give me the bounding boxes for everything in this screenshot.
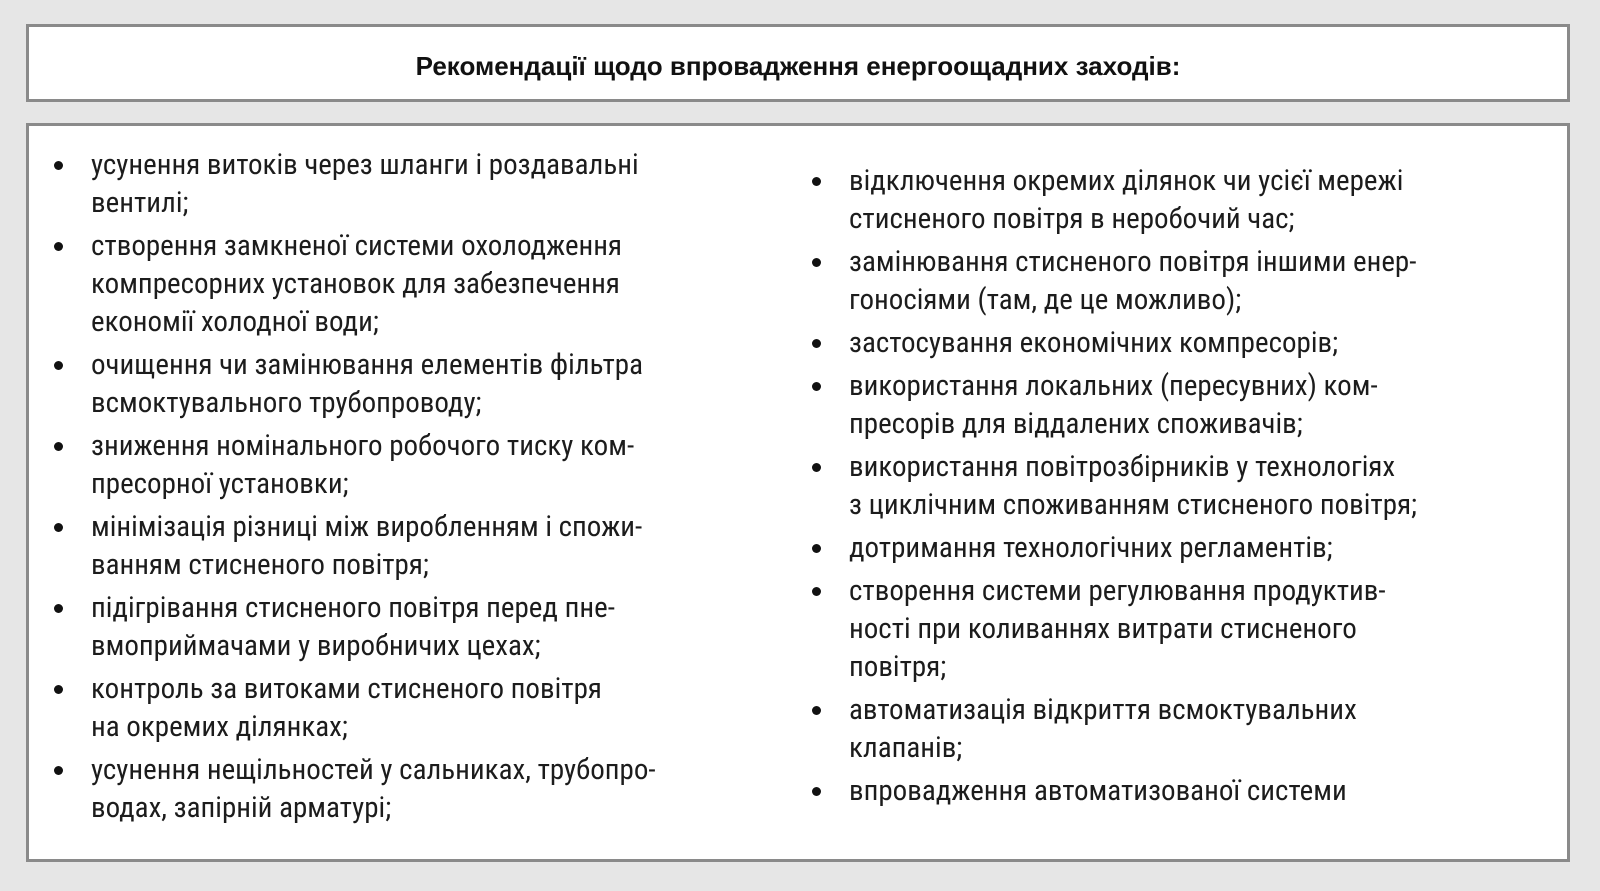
list-item xyxy=(51,508,781,584)
bullet-icon xyxy=(812,382,821,391)
bullet-icon xyxy=(812,787,821,796)
list-item-line: зниження номінального робочого тиску ком- xyxy=(91,429,635,463)
list-item xyxy=(809,529,1554,567)
list-item-line: усунення нещільностей у сальниках, трубопро- xyxy=(91,753,656,787)
right-column-list xyxy=(809,162,1554,815)
list-item-line: економії холодної води; xyxy=(91,305,379,339)
bullet-icon xyxy=(54,361,63,370)
list-item-line: клапанів; xyxy=(849,731,963,765)
list-item-line: впровадження автоматизованої системи xyxy=(849,774,1347,808)
bullet-icon xyxy=(54,604,63,613)
list-item-line: пресорів для віддалених споживачів; xyxy=(849,407,1303,441)
list-item-line: ванням стисненого повітря; xyxy=(91,548,429,582)
list-item-line: створення замкненої системи охолодження xyxy=(91,229,623,263)
list-item-line: усунення витоків через шланги і роздавальні xyxy=(91,148,639,182)
list-item xyxy=(51,751,781,827)
list-item xyxy=(809,572,1554,686)
list-item xyxy=(51,427,781,503)
list-item xyxy=(809,243,1554,319)
list-item xyxy=(809,772,1554,810)
bullet-icon xyxy=(812,339,821,348)
page-title: Рекомендації щодо впровадження енергоощадних заходів: xyxy=(415,50,1181,81)
list-item-line: ності при коливаннях витрати стисненого xyxy=(849,612,1357,646)
list-item-line: застосування економічних компресорів; xyxy=(849,326,1338,360)
list-item-line: використання повітрозбірників у технологіях xyxy=(849,450,1396,484)
bullet-icon xyxy=(812,706,821,715)
bullet-icon xyxy=(54,442,63,451)
bullet-icon xyxy=(54,685,63,694)
bullet-icon xyxy=(812,258,821,267)
list-item xyxy=(809,691,1554,767)
list-item-line: стисненого повітря в неробочий час; xyxy=(849,202,1295,236)
list-item-line: використання локальних (пересувних) ком- xyxy=(849,369,1378,403)
list-item-line: вмоприймачами у виробничих цехах; xyxy=(91,629,541,663)
list-item xyxy=(51,146,781,222)
list-item-line: повітря; xyxy=(849,650,947,684)
list-item-line: пресорної установки; xyxy=(91,467,349,501)
list-item-line: створення системи регулювання продуктив- xyxy=(849,574,1386,608)
list-item-line: на окремих ділянках; xyxy=(91,710,348,744)
list-item xyxy=(809,367,1554,443)
bullet-icon xyxy=(812,544,821,553)
list-item-line: з циклічним споживанням стисненого повітря; xyxy=(849,488,1417,522)
bullet-icon xyxy=(54,161,63,170)
list-item-line: контроль за витоками стисненого повітря xyxy=(91,672,602,706)
list-item xyxy=(809,162,1554,238)
left-column-list xyxy=(51,146,781,832)
bullet-icon xyxy=(54,523,63,532)
list-item-line: водах, запірній арматурі; xyxy=(91,791,392,825)
list-item xyxy=(809,324,1554,362)
bullet-icon xyxy=(812,587,821,596)
list-item xyxy=(51,670,781,746)
list-item-line: вентилі; xyxy=(91,186,189,220)
list-item-line: гоносіями (там, де це можливо); xyxy=(849,283,1242,317)
list-item-line: очищення чи замінювання елементів фільтра xyxy=(91,348,643,382)
list-item-line: замінювання стисненого повітря іншими енер- xyxy=(849,245,1417,279)
recommendations-panel xyxy=(26,123,1570,862)
list-item xyxy=(51,589,781,665)
bullet-icon xyxy=(54,766,63,775)
title-panel xyxy=(26,24,1570,102)
bullet-icon xyxy=(812,463,821,472)
list-item-line: дотримання технологічних регламентів; xyxy=(849,531,1333,565)
list-item-line: всмоктувального трубопроводу; xyxy=(91,386,482,420)
bullet-icon xyxy=(54,242,63,251)
list-item-line: автоматизація відкриття всмоктувальних xyxy=(849,693,1357,727)
bullet-icon xyxy=(812,177,821,186)
list-item-line: підігрівання стисненого повітря перед пне- xyxy=(91,591,615,625)
list-item xyxy=(809,448,1554,524)
list-item xyxy=(51,346,781,422)
list-item-line: відключення окремих ділянок чи усієї мережі xyxy=(849,164,1404,198)
list-item xyxy=(51,227,781,341)
list-item-line: компресорних установок для забезпечення xyxy=(91,267,620,301)
list-item-line: мінімізація різниці між виробленням і спожи- xyxy=(91,510,643,544)
